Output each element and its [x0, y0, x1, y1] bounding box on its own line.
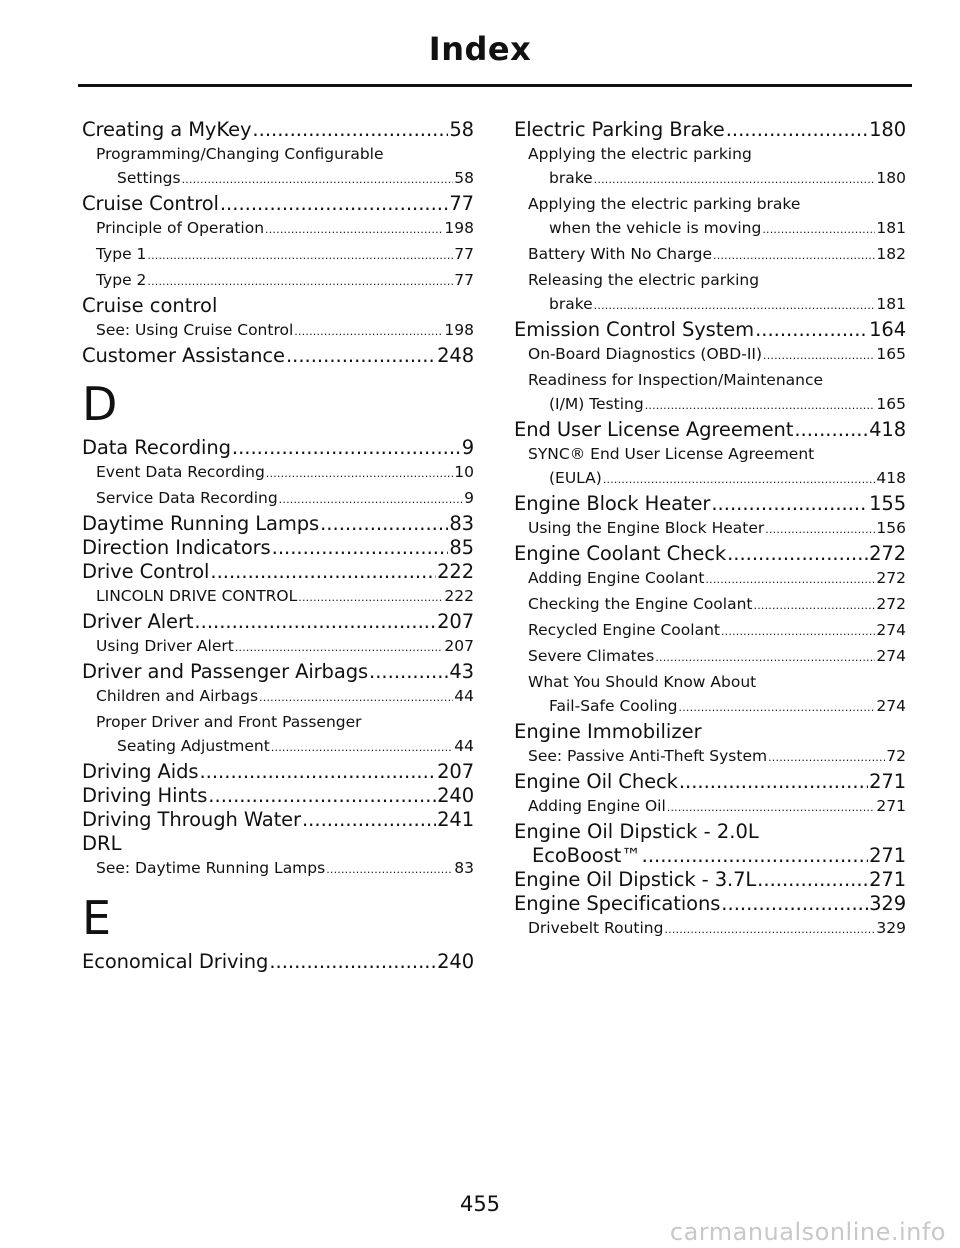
leader-dots — [721, 618, 875, 644]
entry-label: Engine Specifications — [514, 892, 721, 915]
leader-dots — [294, 318, 443, 344]
subentry-page: 72 — [886, 747, 906, 765]
index-entry[interactable] — [514, 492, 906, 516]
subentry-label: See: Using Cruise Control — [96, 321, 294, 339]
index-entry[interactable] — [514, 418, 906, 442]
index-subentry[interactable] — [514, 916, 906, 942]
subentry-page: 207 — [444, 637, 474, 655]
index-subentry[interactable] — [82, 318, 474, 344]
subentry-label: Settings — [117, 169, 181, 187]
index-subentry[interactable] — [514, 618, 906, 644]
entry-page: 207 — [437, 610, 474, 633]
index-subentry[interactable] — [514, 242, 906, 268]
index-subentry[interactable] — [514, 216, 906, 242]
entry-page: 85 — [449, 536, 474, 559]
subentry-label[interactable]: Releasing the electric parking — [528, 271, 760, 289]
index-subentry[interactable] — [514, 644, 906, 670]
entry-label: Driving Through Water — [82, 808, 301, 831]
index-subentry[interactable] — [82, 856, 474, 882]
entry-label: Creating a MyKey — [82, 118, 252, 141]
leader-dots — [755, 318, 868, 342]
entry-page: 155 — [869, 492, 906, 515]
subentry-page: 198 — [444, 321, 474, 339]
subentry-label: Service Data Recording — [96, 489, 278, 507]
index-subentry[interactable] — [82, 166, 474, 192]
subentry-label: Battery With No Charge — [528, 245, 713, 263]
entry-label: Daytime Running Lamps — [82, 512, 320, 535]
leader-dots — [265, 216, 443, 242]
entry-page: 329 — [869, 892, 906, 915]
index-entry[interactable] — [82, 344, 474, 368]
index-subentry[interactable] — [82, 634, 474, 660]
index-subentry[interactable] — [82, 242, 474, 268]
index-entry[interactable] — [514, 318, 906, 342]
index-column-right — [514, 118, 906, 942]
subentry-label: See: Passive Anti-Theft System — [528, 747, 768, 765]
entry-label: Driver and Passenger Airbags — [82, 660, 369, 683]
subentry-label: when the vehicle is moving — [549, 219, 762, 237]
subentry-label[interactable]: Programming/Changing Configurable — [96, 145, 384, 163]
subentry-page: 274 — [876, 647, 906, 665]
leader-dots — [727, 542, 868, 566]
leader-dots — [320, 512, 448, 536]
subentry-page: 77 — [454, 245, 474, 263]
leader-dots — [713, 242, 875, 268]
entry-label: Driver Alert — [82, 610, 194, 633]
entry-label: Emission Control System — [514, 318, 755, 341]
leader-dots — [199, 760, 436, 784]
leader-dots — [754, 592, 876, 618]
index-subentry[interactable] — [514, 744, 906, 770]
leader-dots — [594, 292, 876, 318]
subentry-page: 10 — [454, 463, 474, 481]
subentry-page: 274 — [876, 621, 906, 639]
entry-page: 272 — [869, 542, 906, 565]
index-entry[interactable] — [82, 950, 474, 974]
index-subentry[interactable] — [514, 392, 906, 418]
index-subentry[interactable] — [514, 794, 906, 820]
entry-page: 222 — [437, 560, 474, 583]
entry-page: 58 — [449, 118, 474, 141]
subentry-label: Using the Engine Block Heater — [528, 519, 765, 537]
index-entry[interactable] — [514, 542, 906, 566]
subentry-label: Severe Climates — [528, 647, 655, 665]
header-divider — [78, 84, 912, 87]
subentry-label[interactable]: Proper Driver and Front Passenger — [96, 713, 362, 731]
index-entry[interactable] — [82, 118, 474, 142]
entry-page: 240 — [437, 950, 474, 973]
index-entry[interactable] — [514, 844, 906, 868]
index-entry[interactable] — [514, 118, 906, 142]
leader-dots — [269, 950, 436, 974]
leader-dots — [664, 916, 875, 942]
leader-dots — [711, 492, 868, 516]
entry-page: 271 — [869, 770, 906, 793]
leader-dots — [768, 744, 885, 770]
entry-page: 240 — [437, 784, 474, 807]
index-subentry[interactable] — [514, 592, 906, 618]
subentry-page: 9 — [464, 489, 474, 507]
subentry-page: 272 — [876, 569, 906, 587]
leader-dots — [147, 242, 453, 268]
leader-dots — [279, 486, 463, 512]
section-letter-e: E — [82, 891, 112, 945]
entry-label: Engine Oil Check — [514, 770, 678, 793]
subentry-label: LINCOLN DRIVE CONTROL — [96, 587, 298, 605]
leader-dots — [655, 644, 875, 670]
leader-dots — [286, 344, 436, 368]
subentry-label: Children and Airbags — [96, 687, 259, 705]
entry-page: 164 — [869, 318, 906, 341]
index-entry[interactable] — [82, 560, 474, 584]
subentry-page: 165 — [876, 345, 906, 363]
index-subentry[interactable] — [82, 216, 474, 242]
entry-label: End User License Agreement — [514, 418, 794, 441]
leader-dots — [726, 118, 868, 142]
leader-dots — [679, 770, 868, 794]
leader-dots — [182, 166, 454, 192]
page-title: Index — [428, 30, 532, 68]
index-entry[interactable] — [82, 192, 474, 216]
leader-dots — [194, 610, 436, 634]
leader-dots — [763, 342, 875, 368]
subentry-page: 418 — [876, 469, 906, 487]
index-entry[interactable] — [82, 808, 474, 832]
index-subentry[interactable] — [514, 292, 906, 318]
subentry-label: Adding Engine Coolant — [528, 569, 705, 587]
leader-dots — [705, 566, 875, 592]
index-entry-heading: Cruise control — [82, 294, 218, 317]
index-entry[interactable] — [82, 536, 474, 560]
index-entry-heading: Engine Immobilizer — [514, 720, 702, 743]
subentry-page: 156 — [876, 519, 906, 537]
leader-dots — [594, 166, 876, 192]
entry-page: 271 — [869, 868, 906, 891]
leader-dots — [271, 734, 453, 760]
entry-label: Data Recording — [82, 436, 231, 459]
entry-page: 271 — [869, 844, 906, 867]
subentry-label[interactable]: Applying the electric parking — [528, 145, 752, 163]
entry-label: Economical Driving — [82, 950, 269, 973]
entry-page: 418 — [869, 418, 906, 441]
index-subentry[interactable] — [82, 268, 474, 294]
subentry-label: Event Data Recording — [96, 463, 265, 481]
subentry-page: 181 — [876, 295, 906, 313]
subentry-page: 44 — [454, 687, 474, 705]
subentry-label: Checking the Engine Coolant — [528, 595, 753, 613]
entry-label: Engine Oil Dipstick - 3.7L — [514, 868, 757, 891]
index-subentry[interactable] — [514, 342, 906, 368]
subentry-label: Type 2 — [96, 271, 147, 289]
entry-label: Cruise Control — [82, 192, 219, 215]
subentry-page: 44 — [454, 737, 474, 755]
leader-dots — [232, 436, 461, 460]
index-entry[interactable] — [514, 770, 906, 794]
entry-label: Drive Control — [82, 560, 210, 583]
entry-page: 207 — [437, 760, 474, 783]
subentry-label[interactable]: Applying the electric parking brake — [528, 195, 801, 213]
subentry-page: 272 — [876, 595, 906, 613]
subentry-label: (EULA) — [549, 469, 602, 487]
subentry-page: 58 — [454, 169, 474, 187]
index-subentry[interactable] — [82, 684, 474, 710]
subentry-label: Type 1 — [96, 245, 147, 263]
entry-page: 77 — [449, 192, 474, 215]
subentry-page: 329 — [876, 919, 906, 937]
leader-dots — [762, 216, 875, 242]
leader-dots — [642, 844, 868, 868]
leader-dots — [208, 784, 436, 808]
index-subentry[interactable] — [514, 566, 906, 592]
index-subentry[interactable] — [82, 460, 474, 486]
subentry-page: 271 — [876, 797, 906, 815]
index-subentry[interactable] — [514, 516, 906, 542]
leader-dots — [679, 694, 876, 720]
leader-dots — [794, 418, 868, 442]
subentry-page: 198 — [444, 219, 474, 237]
index-entry-heading: DRL — [82, 832, 122, 855]
subentry-label: brake — [549, 169, 593, 187]
leader-dots — [266, 460, 453, 486]
index-entry[interactable] — [514, 868, 906, 892]
entry-page: 241 — [437, 808, 474, 831]
subentry-label[interactable]: What You Should Know About — [528, 673, 757, 691]
index-subentry[interactable] — [514, 466, 906, 492]
index-entry[interactable] — [82, 436, 474, 460]
leader-dots — [272, 536, 449, 560]
leader-dots — [259, 684, 453, 710]
entry-page: 83 — [449, 512, 474, 535]
leader-dots — [302, 808, 436, 832]
index-entry[interactable] — [82, 760, 474, 784]
leader-dots — [721, 892, 868, 916]
subentry-page: 274 — [876, 697, 906, 715]
index-entry[interactable] — [82, 784, 474, 808]
leader-dots — [220, 192, 449, 216]
subentry-label: See: Daytime Running Lamps — [96, 859, 326, 877]
index-column-left — [82, 118, 474, 974]
subentry-page: 182 — [876, 245, 906, 263]
subentry-page: 165 — [876, 395, 906, 413]
leader-dots — [765, 516, 875, 542]
entry-label: Driving Aids — [82, 760, 199, 783]
index-subentry[interactable] — [82, 734, 474, 760]
leader-dots — [252, 118, 448, 142]
entry-label: Customer Assistance — [82, 344, 285, 367]
subentry-page: 222 — [444, 587, 474, 605]
index-entry[interactable] — [82, 610, 474, 634]
subentry-label: Adding Engine Oil — [528, 797, 666, 815]
subentry-page: 77 — [454, 271, 474, 289]
subentry-label[interactable]: SYNC® End User License Agreement — [528, 445, 815, 463]
subentry-label: Principle of Operation — [96, 219, 265, 237]
subentry-page: 181 — [876, 219, 906, 237]
subentry-label: brake — [549, 295, 593, 313]
subentry-label: Fail-Safe Cooling — [549, 697, 678, 715]
subentry-label: Drivebelt Routing — [528, 919, 664, 937]
leader-dots — [298, 584, 443, 610]
subentry-label: (I/M) Testing — [549, 395, 644, 413]
index-subentry[interactable] — [82, 584, 474, 610]
entry-label[interactable]: Engine Oil Dipstick - 2.0L — [514, 820, 759, 843]
leader-dots — [645, 392, 876, 418]
entry-label: Electric Parking Brake — [514, 118, 725, 141]
index-entry[interactable] — [514, 892, 906, 916]
leader-dots — [210, 560, 436, 584]
section-letter-d: D — [82, 377, 118, 431]
entry-label: Direction Indicators — [82, 536, 271, 559]
index-entry[interactable] — [82, 512, 474, 536]
page-number: 455 — [459, 1192, 501, 1216]
watermark: carmanualsonline.info — [669, 1218, 946, 1246]
index-subentry[interactable] — [514, 694, 906, 720]
entry-label: Driving Hints — [82, 784, 208, 807]
subentry-label: Seating Adjustment — [117, 737, 270, 755]
index-subentry[interactable] — [82, 486, 474, 512]
entry-label: Engine Coolant Check — [514, 542, 727, 565]
entry-page: 43 — [449, 660, 474, 683]
index-subentry[interactable] — [514, 166, 906, 192]
leader-dots — [667, 794, 876, 820]
leader-dots — [235, 634, 444, 660]
entry-label: EcoBoost™ — [532, 844, 641, 867]
entry-page: 9 — [461, 436, 474, 459]
leader-dots — [147, 268, 453, 294]
subentry-label: Using Driver Alert — [96, 637, 234, 655]
subentry-page: 83 — [454, 859, 474, 877]
leader-dots — [369, 660, 448, 684]
subentry-page: 180 — [876, 169, 906, 187]
entry-page: 248 — [437, 344, 474, 367]
leader-dots — [326, 856, 453, 882]
subentry-label[interactable]: Readiness for Inspection/Maintenance — [528, 371, 824, 389]
index-entry[interactable] — [82, 660, 474, 684]
leader-dots — [603, 466, 876, 492]
leader-dots — [757, 868, 868, 892]
entry-label: Engine Block Heater — [514, 492, 711, 515]
entry-page: 180 — [869, 118, 906, 141]
subentry-label: Recycled Engine Coolant — [528, 621, 720, 639]
subentry-label: On-Board Diagnostics (OBD-II) — [528, 345, 763, 363]
